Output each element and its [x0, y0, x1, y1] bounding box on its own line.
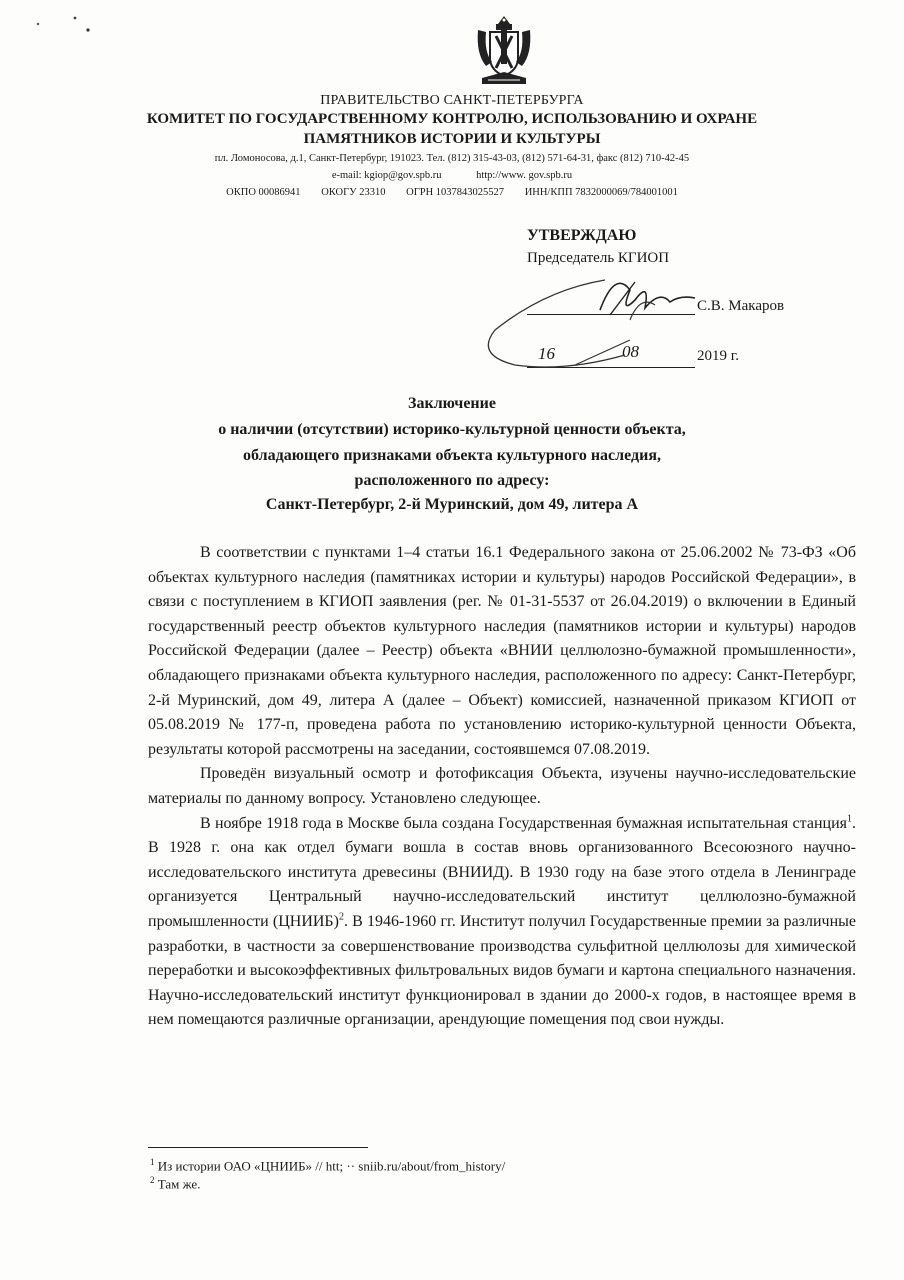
footnote-1 [150, 1157, 505, 1174]
document-body [148, 541, 856, 1033]
government-name: ПРАВИТЕЛЬСТВО САНКТ-ПЕТЕРБУРГА [320, 93, 584, 108]
footnote-ref-2: 2 [338, 911, 344, 923]
committee-name-line1: КОМИТЕТ ПО ГОСУДАРСТВЕННОМУ КОНТРОЛЮ, ИСПОЛЬЗОВАНИЮ И ОХРАНЕ [146, 111, 758, 127]
scan-specks [30, 10, 110, 50]
paragraph-legal-basis: В соответствии с пунктами 1–4 статьи 16.1 Федерального закона от 25.06.2002 № 73-ФЗ «Об объектах культурного наследия (памятниках истории и культуры) народов Российской Федерации», в связи с поступлением в КГИОП заявления (рег. № 01-31-5537 от 26.04.2019) о включении в Единый государственный реестр объектов культурного наследия (памятников истории и культуры) народов Российской Федерации (далее – Реестр) объекта «ВНИИ целлюлозно-бумажной промышленности», обладающего признаками объекта культурного наследия, расположенного по адресу: Санкт-Петербург, 2-й Муринский, дом 49, литера А (далее – Объект) комиссией, назначенной приказом КГИОП от 05.08.2019 № 177-п, проведена работа по установлению историко-культурной ценности Объекта, результаты которой рассмотрены на заседании, состоявшемся 07.08.2019. [148, 544, 856, 758]
coat-of-arms-emblem [472, 14, 536, 88]
history-text-part3: . В 1946-1960 гг. Институт получил Государственные премии за различные разработки, в частности за совершенствование производства сульфитной целлюлозы для химической переработки и высокоэффективных фильтровальных видов бумаги и картона специального назначения. Научно-исследовательский институт функционировал в здании до 2000-х годов, в настоящее время в нем помещаются различные организации, арендующие помещения под свои нужды. [148, 912, 857, 1029]
paragraph-inspection: Проведён визуальный осмотр и фотофиксация Объекта, изучены научно-исследовательские материалы по данному вопросу. Установлено следующее. [148, 765, 856, 807]
committee-codes [0, 187, 904, 198]
committee-name-line2: ПАМЯТНИКОВ ИСТОРИИ И КУЛЬТУРЫ [303, 131, 601, 147]
committee-address: пл. Ломоносова, д.1, Санкт-Петербург, 191023. Тел. (812) 315-43-03, (812) 571-64-31, факс (812) 710-42-45 [214, 153, 690, 164]
email-text: e-mail: kgiop@gov.spb.ru [331, 170, 442, 181]
document-subtitle-line2: обладающего признаками объекта культурного наследия, [243, 447, 661, 464]
object-address-title: Санкт-Петербург, 2-й Муринский, дом 49, литера А [265, 496, 639, 513]
committee-contacts [0, 170, 904, 181]
footnote-2-number: 2 [150, 1175, 155, 1185]
approval-heading: УТВЕРЖДАЮ [527, 227, 637, 244]
website-text: http://www. gov.spb.ru [476, 170, 573, 181]
paragraph-history [148, 812, 856, 1033]
ogrn-code: ОГРН 1037843025527 [406, 187, 505, 198]
approval-day: 16 [538, 344, 555, 363]
approval-month: 08 [622, 342, 639, 361]
footnote-ref-1: 1 [847, 813, 852, 825]
footnote-2 [150, 1175, 200, 1192]
footnote-1-number: 1 [150, 1157, 155, 1167]
footnote-2-text: Там же. [157, 1176, 201, 1192]
document-subtitle-line3: расположенного по адресу: [354, 472, 550, 489]
okogu-code: ОКОГУ 23310 [321, 187, 386, 198]
footnote-1-text: Из истории ОАО «ЦНИИБ» // htt; ·· sniib.ru/about/from_history/ [157, 1158, 506, 1174]
approval-year: 2019 г. [697, 348, 739, 364]
document-subtitle-line1: о наличии (отсутствии) историко-культурной ценности объекта, [218, 421, 686, 438]
approver-position: Председатель КГИОП [527, 250, 670, 266]
history-text-part2: . В 1928 г. она как отдел бумаги вошла в состав вновь организованного Всесоюзного научно-исследовательского института древесины (ВНИИД). В 1930 году на базе этого отдела в Ленинграде организуется Центральный научно-исследовательский институт целлюлозно-бумажной промышленности (ЦНИИБ) [148, 814, 856, 930]
document-title: Заключение [408, 395, 496, 412]
inn-kpp-code: ИНН/КПП 7832000069/784001001 [524, 187, 678, 198]
history-text-part1: В ноябре 1918 года в Москве была создана Государственная бумажная испытательная станция [200, 814, 847, 832]
footnote-divider [148, 1147, 368, 1148]
approver-name: С.В. Макаров [697, 298, 785, 314]
handwritten-signature [455, 260, 705, 390]
okpo-code: ОКПО 00086941 [226, 187, 301, 198]
